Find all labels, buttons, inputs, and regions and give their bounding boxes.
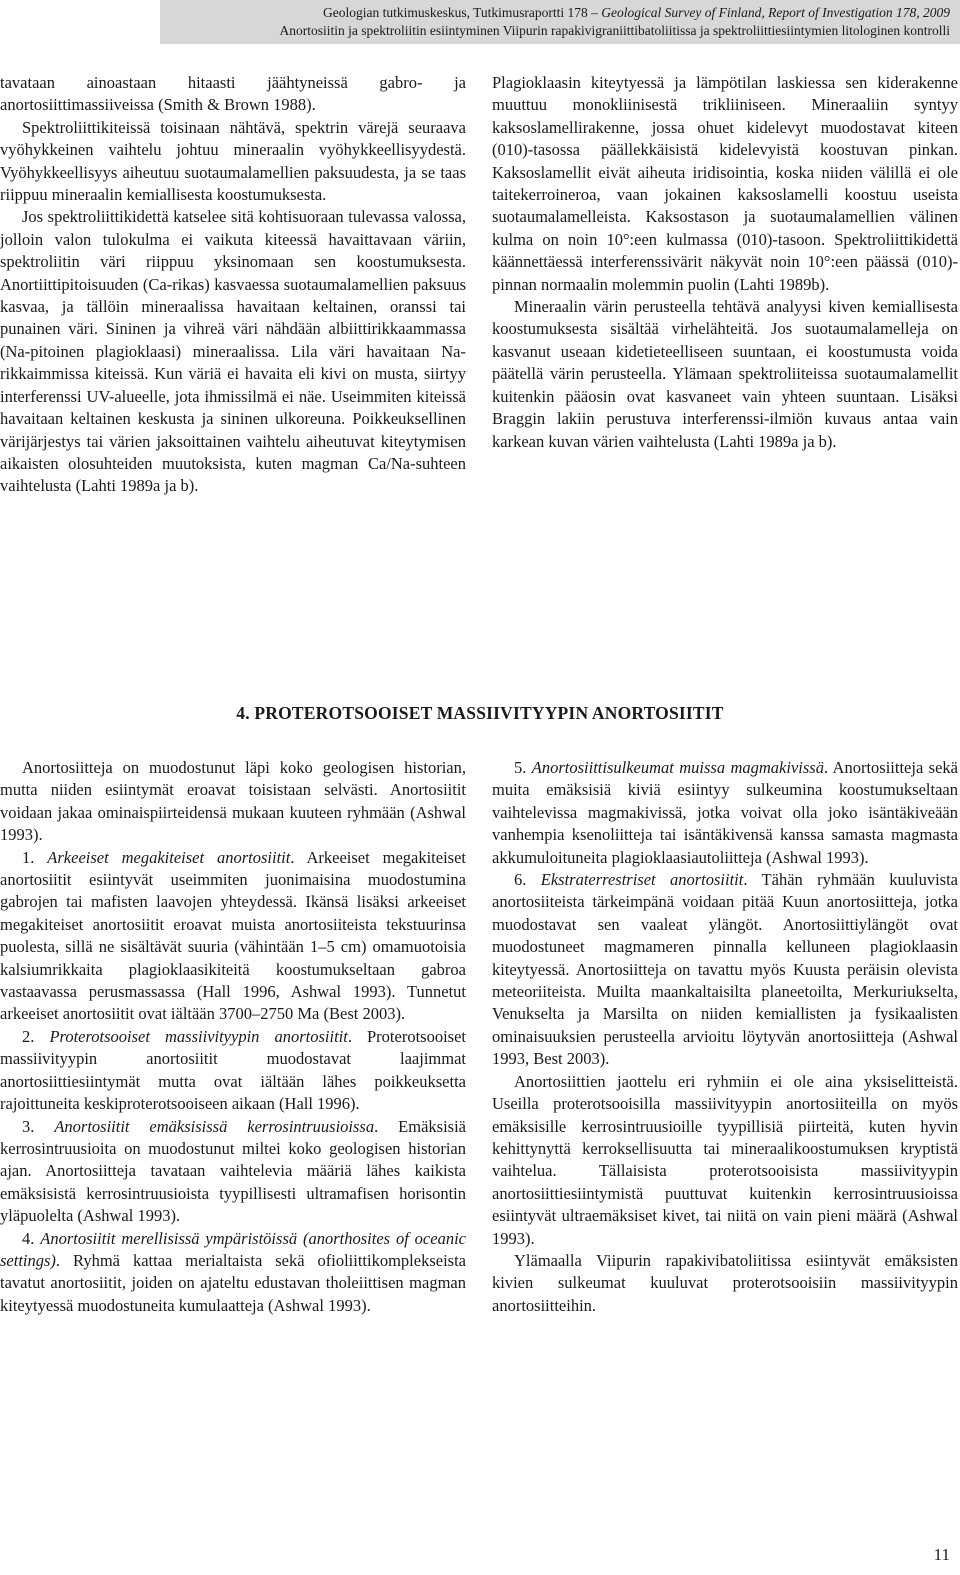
item-title: Proterotsooiset massiivityypin anortosiitit bbox=[49, 1026, 348, 1046]
header-publisher: Geologian tutkimuskeskus, Tutkimusraportti 178 – bbox=[323, 5, 602, 20]
page-number: 11 bbox=[933, 1545, 950, 1564]
item-number: 1. bbox=[22, 847, 48, 867]
item-title: Arkeeiset megakiteiset anortosiitit bbox=[47, 847, 291, 867]
item-title: Anortosiitit merellisissä ympäristöissä (anorthosites of oceanic settings) bbox=[0, 1228, 466, 1270]
item-number: 5. bbox=[514, 758, 532, 777]
list-item-4 bbox=[0, 1228, 466, 1318]
paragraph: Plagioklaasin kiteytyessä ja lämpötilan laskiessa sen kiderakenne muuttuu monokliinisestä trikliiniseen. Mineraaliin syntyy kaksoslamellirakenne, jossa ohuet kidelevyt muodostavat kiteen (010)-tasossa päällekkäisistä kidelevyistä koostuvan pinkan. Kaksoslamellit eivät aiheuta iridisointia, koska niiden välillä ei ole taitekerroineroa, vaan jokainen kaksoslamelli koostuu useista suotaumalamelleista. Kaksostason ja suotaumalamellien välinen kulma on noin 10°:een kulmassa (010)-tasoon. Spektroliittikidettä käännettäessä interferenssivärit näkyvät noin 10°:een päässä (010)-pinnan normaalin molemmin puolin (Lahti 1989b). bbox=[492, 73, 958, 294]
item-title: Ekstraterrestriset anortosiitit bbox=[540, 870, 744, 890]
column-top-right bbox=[492, 72, 958, 453]
item-text: . Proterotsooiset massiivityypin anortosiitit muodostavat laajimmat anortosiittiesiintymät mutta ovat iältään lähes poikkeuksetta rajoittuneita keskiproterotsooiseen aikaan (Hall 1996). bbox=[0, 1026, 466, 1114]
item-title: Anortosiitit emäksisissä kerrosintruusioissa bbox=[54, 1116, 375, 1136]
item-number: 2. bbox=[22, 1026, 50, 1046]
item-text: . Ryhmä kattaa merialtaista sekä ofioliittikomplekseista tavatut anortosiitit, joiden on ajateltu edustavan tholeiittisen magman kiteytyessä muodostuneita kumulaatteja (Ashwal 1993). bbox=[0, 1250, 466, 1315]
column-bottom-right bbox=[492, 757, 958, 1317]
item-number: 6. bbox=[514, 870, 541, 890]
list-item-2 bbox=[0, 1026, 466, 1116]
paragraph: Jos spektroliittikidettä katselee sitä kohtisuoraan tulevassa valossa, jolloin valon tulokulma ei vaikuta kiteessä havaittavaan väriin, spektroliitin väri riippuu yksinomaan sen koostumuksesta. Anortiittipitoisuuden (Ca-rikas) kasvaessa suotaumalamellien paksuus kasvaa, ja tällöin mineraalissa havaitaan keltainen, oranssi tai punainen väri. Sininen ja vihreä väri nähdään albiittirikkaammassa (Na-pitoinen plagioklaasi) mineraalissa. Lila väri havaitaan Na-rikkaimmissa kiteissä. Kun väriä ei havaita eli kivi on musta, siirtyy interferenssi UV-alueelle, jota ihmissilmä ei näe. Useimmiten kiteissä havaitaan keltainen keskusta ja sininen ulkoreuna. Poikkeuksellinen värijärjestys tai värien jaksoittainen vaihtelu aiheutuvat kiteytymisen aikaisten olosuhteiden muutoksista, kuten magman Ca/Na-suhteen vaihtelusta (Lahti 1989a ja b). bbox=[0, 207, 466, 496]
list-item-3 bbox=[0, 1116, 466, 1228]
paragraph: Anortosiittien jaottelu eri ryhmiin ei ole aina yksiselitteistä. Useilla proterotsooisilla massiivityypin anortosiiteilla on myös emäksisille kerrosintruusioille tyypillisiä piirteitä, kuten hyvin kehittynyttä kerroksellisuutta tai mineraalikoostumuksen kryptistä vaihtelua. Tällaisista proterotsooisista massiivityypin anortosiittiesiintymistä puuttuvat kuitenkin kerrosintruusioissa esiintyvät ultraemäksiset kivet, tai niitä on vain pieni määrä (Ashwal 1993). bbox=[492, 1071, 958, 1248]
item-text: . Tähän ryhmään kuuluvista anortosiiteista tärkeimpänä voidaan pitää Kuun anortosiitteja, jotka muodostavat sen vaaleat ylängöt. Anortosiittiylängöt ovat muodostuneet magmameren pinnalla kelluneen plagioklaasin kiteytyessä. Anortosiitteja on tavattu myös Kuusta peräisin olevista meteoriiteista. Muilta maankaltaisilta planeetoilta, Merkuriukselta, Venukselta ja Marsilta on niiden kemiallisten ja fysikaalisten ominaisuuksien perusteella arvioitu löytyvän anortosiitteja (Ashwal 1993, Best 2003). bbox=[492, 870, 959, 1069]
paragraph: Ylämaalla Viipurin rapakivibatoliitissa esiintyvät emäksisten kivien sulkeumat kuuluvat proterotsooisiin massiivityypin anortosiitteihin. bbox=[492, 1250, 958, 1315]
column-top-left bbox=[0, 72, 466, 498]
header-line-2: Anortosiitin ja spektroliitin esiintyminen Viipurin rapakivigraniittibatoliitissa ja spektroliittiesiintymien litologinen kontrolli bbox=[279, 23, 950, 38]
item-text: . Emäksisiä kerrosintruusioita on muodostunut miltei koko geologisen historian ajan. Anortosiitteja tavataan vaihtelevia määriä lähes kaikista emäksisistä kerrosintruusioista tyypillisesti ultramafisen horisontin yläpuolelta (Ashwal 1993). bbox=[0, 1116, 466, 1226]
list-item-5 bbox=[492, 757, 958, 869]
list-item-6 bbox=[492, 869, 958, 1071]
paragraph: Mineraalin värin perusteella tehtävä analyysi kiven kemiallisesta koostumuksesta sisältää virhelähteitä. Jos suotaumalamelleja on kasvanut useaan kidetieteelliseen suuntaan, ei koostumusta voida päätellä värin perusteella. Ylämaan spektroliiteissa suotaumalamellit kuitenkin pääosin ovat kasvaneet vain yhteen suuntaan. Lisäksi Braggin lakiin perustuva interferenssi-ilmiön kuvaus antaa vain karkean kuvan värien vaihtelusta (Lahti 1989a ja b). bbox=[492, 297, 958, 451]
paragraph: Spektroliittikiteissä toisinaan nähtävä, spektrin värejä seuraava vyöhykkeinen vaihtelu johtuu mineraalin vyöhykkeellisyydestä. Vyöhykkeellisyys aiheutuu suotaumalamellien paksuudesta, ja se taas riippuu mineraalin kemiallisesta koostumuksesta. bbox=[0, 117, 466, 205]
item-text: . Arkeeiset megakiteiset anortosiitit esiintyvät useimmiten juonimaisina muodostumina gabrojen tai mafisten laavojen yhteydessä. Ikänsä lisäksi arkeeiset megakiteiset anortosiitit eroavat muista anortosiiteista tekstuurinsa puolesta, sillä ne sisältävät suuria (vähintään 1–5 cm) omamuotoisia kalsiumrikkaita plagioklaasikiteitä koostumukseltaan gabroa vastaavassa perusmassassa (Hall 1996, Ashwal 1993). Tunnetut arkeeiset anortosiitit ovat iältään 3700–2750 Ma (Best 2003). bbox=[0, 847, 467, 1024]
item-title: Anortosiittisulkeumat muissa magmakivissä bbox=[531, 758, 824, 777]
column-bottom-left bbox=[0, 757, 466, 1317]
item-number: 3. bbox=[22, 1116, 55, 1136]
list-item-1 bbox=[0, 847, 466, 1026]
header-english-title: Geological Survey of Finland, Report of Investigation 178, 2009 bbox=[601, 5, 950, 20]
paragraph: Anortosiitteja on muodostunut läpi koko geologisen historian, mutta niiden esiintymät eroavat toisistaan selvästi. Anortosiitit voidaan jakaa ominaispiirteidensä mukaan kuuteen ryhmään (Ashwal 1993). bbox=[0, 758, 466, 845]
header-line-1 bbox=[160, 4, 950, 22]
running-header bbox=[160, 0, 960, 44]
item-text: . Anortosiitteja sekä muita emäksisiä kiviä esiintyy sulkeumina koostumukseltaan vaihtelevissa magmakivissä, jotka voivat olla joko isäntäkiveään vanhempia ksenoliitteja tai isäntäkivensä kanssa samasta magmasta akkumuloituneita plagioklaasiautoliitteja (Ashwal 1993). bbox=[492, 758, 958, 867]
item-number: 4. bbox=[22, 1228, 41, 1248]
paragraph: tavataan ainoastaan hitaasti jäähtyneissä gabro- ja anortosiittimassiiveissa (Smith & Brown 1988). bbox=[0, 73, 466, 115]
section-heading: 4. PROTEROTSOOISET MASSIIVITYYPIN ANORTOSIITIT bbox=[236, 703, 724, 723]
